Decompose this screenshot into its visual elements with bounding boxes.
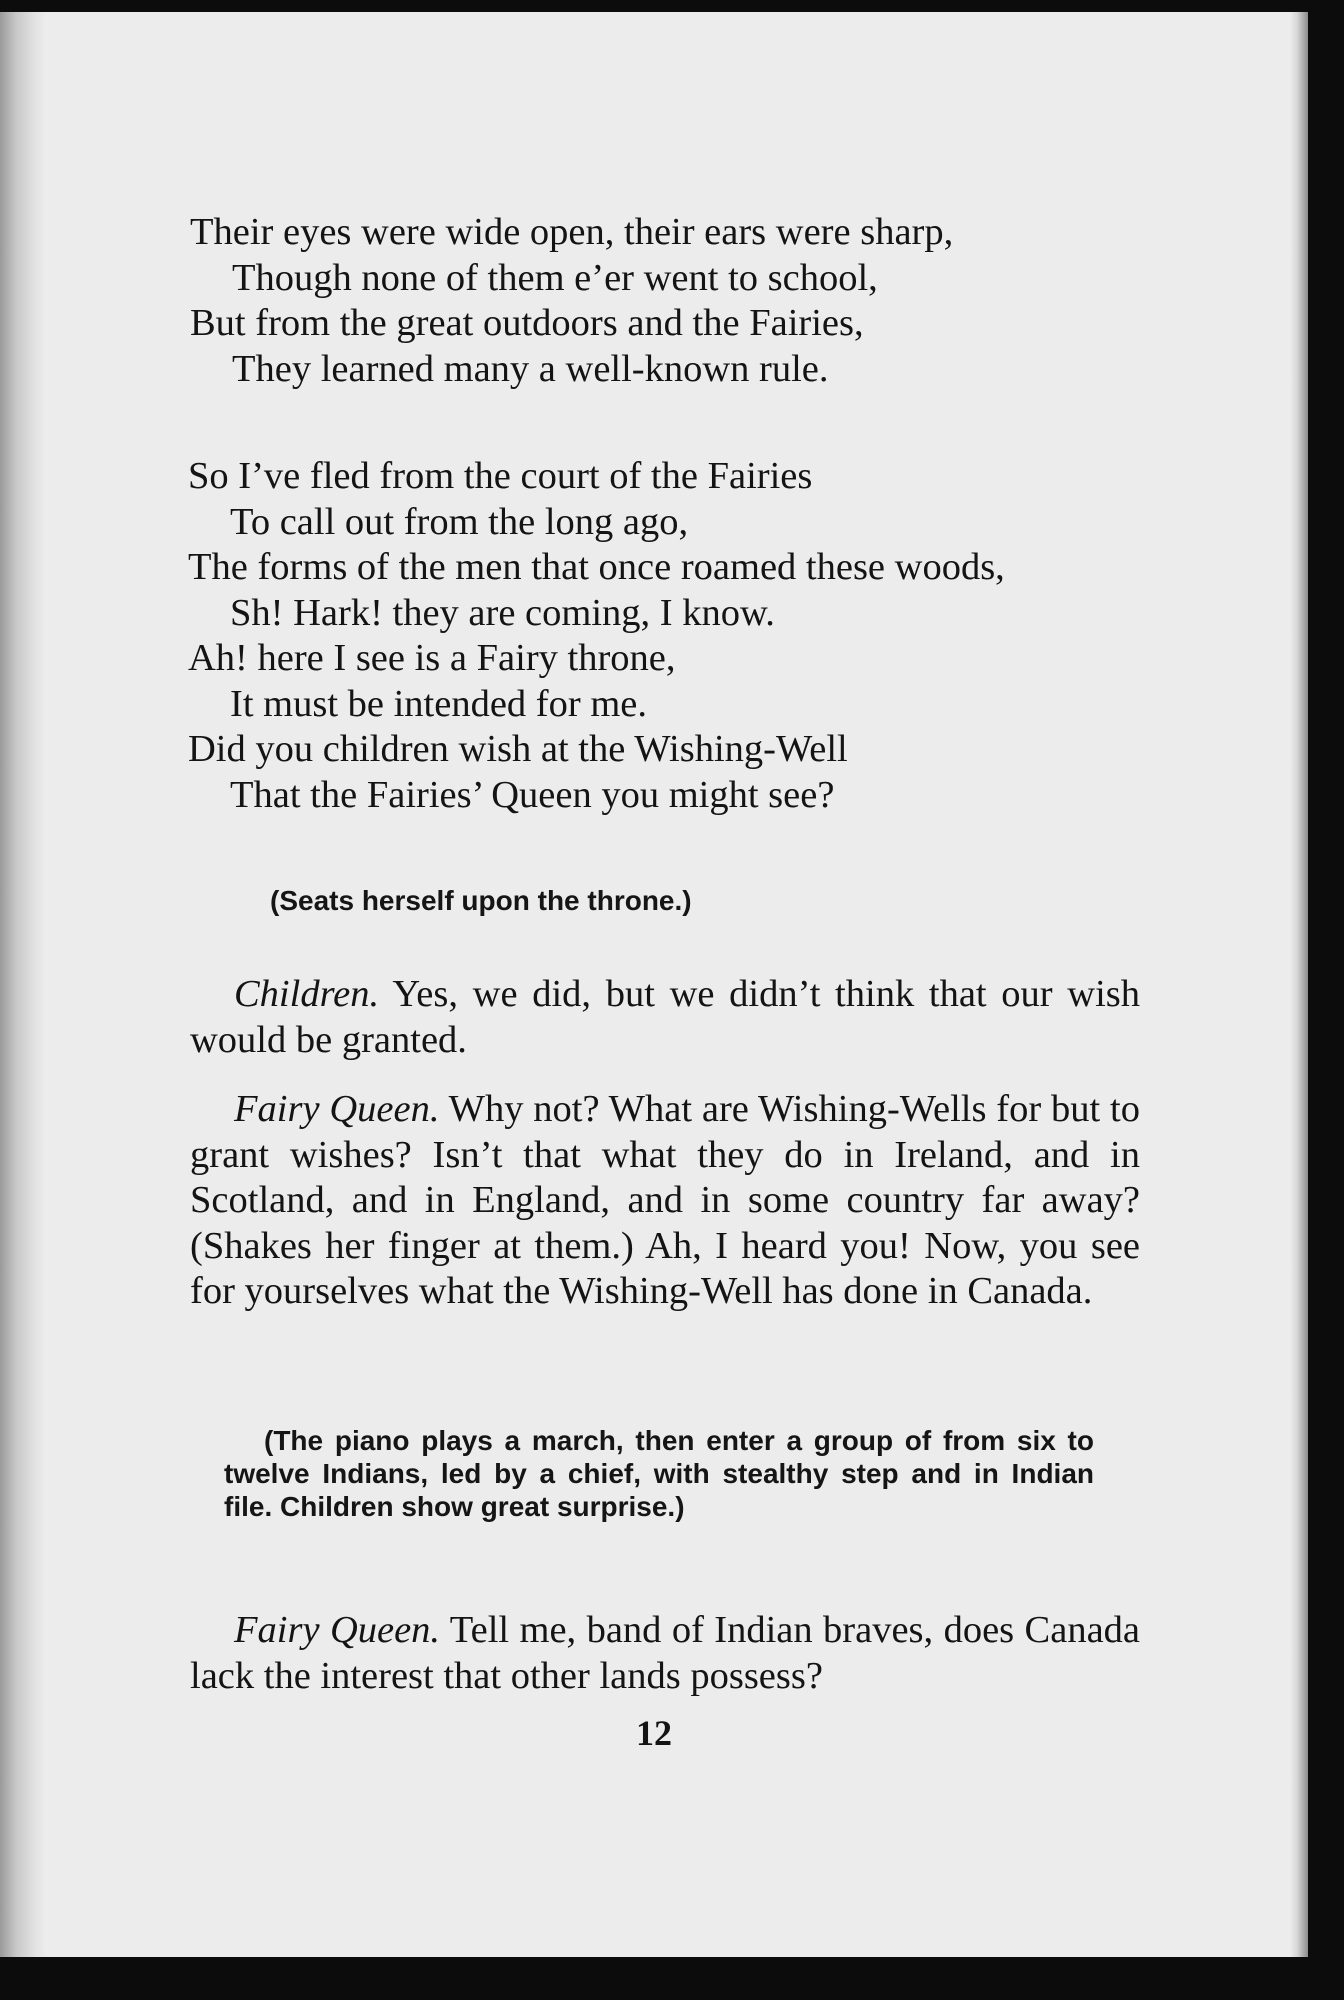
page-gutter — [0, 12, 46, 1957]
verse-line: They learned many a well-known rule. — [232, 347, 829, 390]
speech-text: Tell me, band of Indian braves, does Canada lack the interest that other lands possess? — [190, 1609, 1140, 1697]
page-number: 12 — [636, 1713, 672, 1753]
speech-text: Yes, we did, but we didn’t think that our wish would be granted. — [190, 973, 1140, 1061]
verse-line: The forms of the men that once roamed these woods, — [188, 546, 1005, 588]
verse-line: Did you children wish at the Wishing-Well — [188, 728, 848, 770]
speech-fairy-queen-1 — [190, 1087, 1140, 1315]
verse-line: That the Fairies’ Queen you might see? — [230, 773, 835, 816]
speaker-label: Fairy Queen. — [234, 1088, 440, 1130]
verse-line: Their eyes were wide open, their ears were sharp, — [190, 211, 954, 253]
verse-line: Sh! Hark! they are coming, I know. — [230, 591, 775, 634]
verse-line: But from the great outdoors and the Fairies, — [190, 302, 864, 344]
speaker-label: Fairy Queen. — [234, 1609, 441, 1651]
book-page — [0, 12, 1308, 1957]
verse-line: Ah! here I see is a Fairy throne, — [188, 637, 676, 679]
speech-text: Why not? What are Wishing-Wells for but to grant wishes? Isn’t that what they do in Ireland, and in Scotland, and in England, and in some country far away? (Shakes her finger at them.) Ah, I heard you! Now, you see for yourselves what the Wishing-Well has done in Canada. — [190, 1088, 1140, 1312]
verse-line: Though none of them e’er went to school, — [232, 256, 878, 299]
verse-line: To call out from the long ago, — [230, 500, 689, 543]
stage-direction-1: (Seats herself upon the throne.) — [270, 885, 692, 916]
stage-direction-2: (The piano plays a march, then enter a group of from six to twelve Indians, led by a chief, with stealthy step and in Indian file. Children show great surprise.) — [224, 1425, 1094, 1522]
speech-fairy-queen-2 — [190, 1608, 1140, 1699]
verse-line: It must be intended for me. — [230, 682, 647, 725]
speech-children — [190, 972, 1140, 1063]
speaker-label: Children. — [234, 973, 380, 1015]
verse-stanza-1 — [190, 210, 1140, 392]
page-edge — [1290, 12, 1308, 1957]
verse-line: So I’ve fled from the court of the Fairies — [188, 455, 813, 497]
verse-stanza-2 — [188, 454, 1138, 818]
